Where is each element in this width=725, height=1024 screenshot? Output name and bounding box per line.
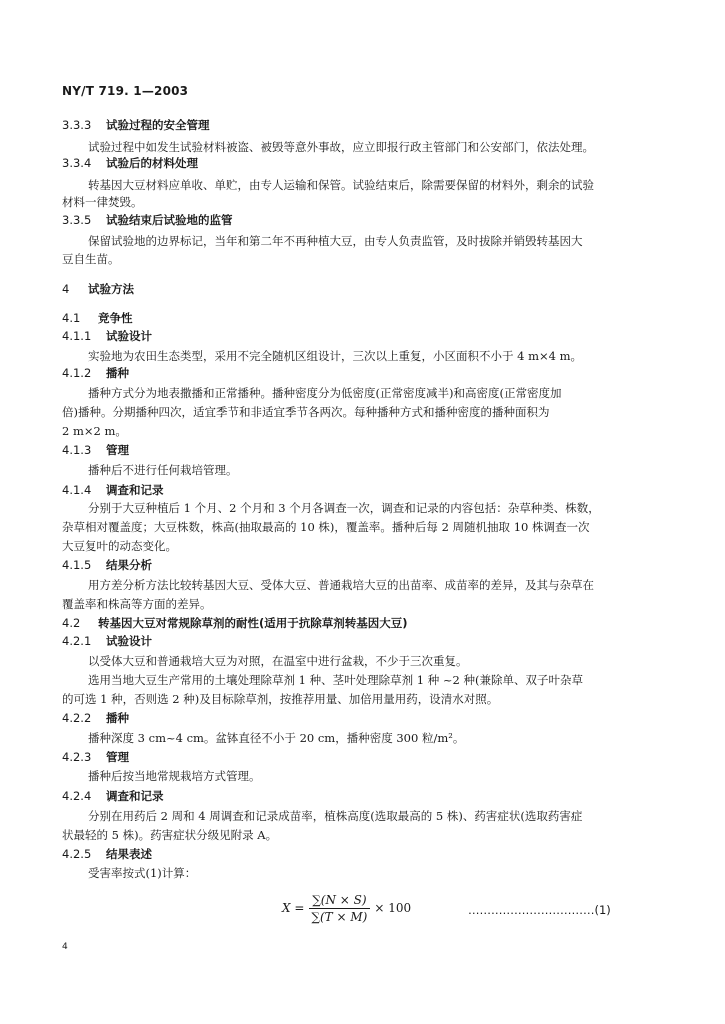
section-title: 试验后的材料处理 — [106, 156, 198, 170]
standard-header: NY/T 719. 1—2003 — [62, 84, 189, 98]
section-heading — [62, 749, 129, 765]
section-number: 4.1.3 — [62, 443, 92, 457]
section-heading — [62, 615, 408, 631]
section-heading — [62, 846, 152, 862]
paragraph-line: 播种后按当地常规栽培方式管理。 — [88, 769, 261, 783]
section-heading — [62, 212, 233, 228]
section-heading — [62, 328, 152, 344]
section-number: 4.2.3 — [62, 750, 92, 764]
section-heading — [62, 442, 129, 458]
section-number: 4 — [62, 282, 70, 296]
section-heading — [62, 788, 164, 804]
paragraph-line: 豆自生苗。 — [62, 252, 120, 266]
section-number: 3.3.5 — [62, 213, 92, 227]
section-title: 调查和记录 — [106, 789, 164, 803]
section-number: 4.2.4 — [62, 789, 92, 803]
section-title: 结果分析 — [106, 558, 152, 572]
section-heading — [62, 310, 133, 326]
section-number: 4.2.5 — [62, 847, 92, 861]
damage-rate-formula — [282, 886, 411, 930]
section-heading — [62, 557, 152, 573]
section-title: 试验过程的安全管理 — [106, 118, 210, 132]
paragraph-line: 的可选 1 种，否则选 2 种)及目标除草剂，按推荐用量、加倍用量用药，设清水对照。 — [62, 692, 499, 706]
paragraph-line: 播种方式分为地表撒播和正常播种。播种密度分为低密度(正常密度减半)和高密度(正常密度加 — [88, 386, 562, 400]
section-title: 结果表述 — [106, 847, 152, 861]
section-title: 转基因大豆对常规除草剂的耐性(适用于抗除草剂转基因大豆) — [98, 616, 408, 630]
section-title: 试验结束后试验地的监管 — [106, 213, 233, 227]
section-number: 4.1.5 — [62, 558, 92, 572]
section-title: 调查和记录 — [106, 483, 164, 497]
page-number: 4 — [62, 942, 68, 952]
section-number: 4.1.2 — [62, 366, 92, 380]
formula-denominator: ∑(T × M) — [311, 909, 368, 924]
paragraph-line: 2 m×2 m。 — [62, 424, 127, 438]
section-title: 竞争性 — [98, 311, 133, 325]
paragraph-line: 覆盖率和株高等方面的差异。 — [62, 597, 212, 611]
section-number: 4.2 — [62, 616, 81, 630]
paragraph-line: 受害率按式(1)计算： — [88, 866, 197, 880]
paragraph-line: 保留试验地的边界标记，当年和第二年不再种植大豆，由专人负责监管，及时拔除并销毁转基因大 — [88, 234, 583, 248]
section-heading — [62, 633, 152, 649]
section-title: 试验方法 — [88, 282, 134, 296]
section-number: 4.2.2 — [62, 711, 92, 725]
section-heading — [62, 281, 134, 297]
section-number: 3.3.3 — [62, 118, 92, 132]
section-heading — [62, 482, 164, 498]
formula-factor: × 100 — [374, 901, 412, 915]
section-title: 试验设计 — [106, 329, 152, 343]
section-title: 管理 — [106, 443, 129, 457]
formula-lhs: X = — [282, 901, 305, 915]
section-number: 4.2.1 — [62, 634, 92, 648]
paragraph-line: 杂草相对覆盖度；大豆株数，株高(抽取最高的 10 株)，覆盖率。播种后每 2 周随机抽取 10 株调查一次 — [62, 520, 590, 534]
section-number: 3.3.4 — [62, 156, 92, 170]
paragraph-line: 材料一律焚毁。 — [62, 195, 143, 209]
section-number: 4.1 — [62, 311, 81, 325]
paragraph-line: 倍)播种。分期播种四次，适宜季节和非适宜季节各两次。每种播种方式和播种密度的播种面积为 — [62, 405, 550, 419]
paragraph-line: 分别于大豆种植后 1 个月、2 个月和 3 个月各调查一次，调查和记录的内容包括：杂草种类、株数， — [88, 501, 600, 515]
paragraph-line: 以受体大豆和普通栽培大豆为对照，在温室中进行盆栽，不少于三次重复。 — [88, 654, 468, 668]
section-title: 试验设计 — [106, 634, 152, 648]
section-number: 4.1.4 — [62, 483, 92, 497]
paragraph-line: 用方差分析方法比较转基因大豆、受体大豆、普通栽培大豆的出苗率、成苗率的差异，及其与杂草在 — [88, 578, 594, 592]
section-heading — [62, 117, 210, 133]
paragraph-line: 播种后不进行任何栽培管理。 — [88, 463, 238, 477]
paragraph-line: 状最轻的 5 株)。药害症状分级见附录 A。 — [62, 828, 278, 842]
paragraph-line: 实验地为农田生态类型，采用不完全随机区组设计，三次以上重复，小区面积不小于 4 m×4 m。 — [88, 349, 583, 363]
paragraph-line: 转基因大豆材料应单收、单贮，由专人运输和保管。试验结束后，除需要保留的材料外，剩余的试验 — [88, 178, 594, 192]
paragraph-line: 分别在用药后 2 周和 4 周调查和记录成苗率，植株高度(选取最高的 5 株)、药害症状(选取药害症 — [88, 809, 583, 823]
section-number: 4.1.1 — [62, 329, 92, 343]
section-heading — [62, 710, 129, 726]
section-title: 播种 — [106, 366, 129, 380]
paragraph-line: 试验过程中如发生试验材料被盗、被毁等意外事故，应立即报行政主管部门和公安部门，依法处理。 — [88, 140, 594, 154]
section-heading — [62, 365, 129, 381]
section-title: 播种 — [106, 711, 129, 725]
formula-fraction — [308, 893, 370, 924]
section-heading — [62, 155, 198, 171]
formula-numerator: ∑(N × S) — [309, 893, 369, 909]
paragraph-line: 大豆复叶的动态变化。 — [62, 539, 177, 553]
paragraph-line: 播种深度 3 cm~4 cm。盆钵直径不小于 20 cm，播种密度 300 粒/m²。 — [88, 731, 465, 745]
paragraph-line: 选用当地大豆生产常用的土壤处理除草剂 1 种、茎叶处理除草剂 1 种 ~2 种(兼除单、双子叶杂草 — [88, 673, 584, 687]
section-title: 管理 — [106, 750, 129, 764]
equation-number: ……………………………(1) — [468, 903, 611, 917]
